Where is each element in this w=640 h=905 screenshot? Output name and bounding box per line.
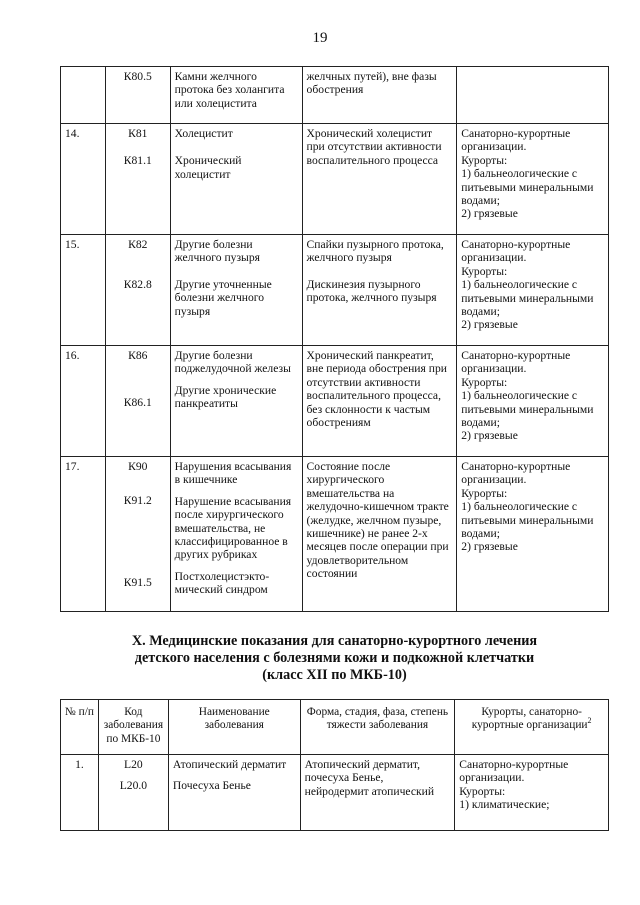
icd-code: К86 (128, 349, 148, 362)
table-row (61, 457, 609, 612)
disease-name-cell (170, 457, 302, 612)
disease-name-cell (168, 755, 300, 831)
disease-form-cell (302, 67, 457, 124)
disease-name: Камни желчного протока без холангита или холецистита (174, 70, 285, 110)
icd-code: L20 (124, 758, 143, 771)
disease-name: Другие болезни желчного пузыря (174, 238, 260, 265)
resort-line: 1) бальнеологические с питьевыми минеральными водами; (461, 278, 594, 319)
section-title (60, 633, 609, 684)
icd-code: К82.8 (123, 278, 152, 292)
disease-name: Атопический дерматит (172, 758, 287, 771)
disease-name-cell (170, 67, 302, 124)
disease-name-cell (170, 346, 302, 457)
header-name: Наименование заболевания (168, 700, 300, 755)
resort-line: Санаторно-курортные организации. (461, 460, 571, 487)
icd-code-cell (105, 67, 170, 124)
section-title-line: детского населения с болезнями кожи и подкожной клетчатки (134, 650, 535, 666)
resort-line: Курорты: (461, 375, 508, 389)
icd-code: К82 (128, 238, 148, 251)
resort-line: 2) грязевые (461, 318, 518, 332)
resort-line: Санаторно-курортные организации. (459, 758, 569, 785)
resort-line: 2) грязевые (461, 429, 518, 443)
header-resort (455, 700, 609, 755)
page-number: 19 (312, 30, 328, 46)
disease-form-cell (300, 755, 455, 831)
header-num: № п/п (61, 700, 99, 755)
header-resort-text: Курорты, санаторно-курортные организации (471, 706, 588, 732)
disease-form: Состояние после хирургического вмешательства на желудочно-кишечном тракте (желудке, желчном пузыре, кишечнике) не ранее 2-х месяцев после операции при удовлетворительном состоянии (306, 460, 449, 581)
disease-form: Дискинезия пузырного протока, желчного пузыря (306, 277, 437, 305)
icd-code: L20.0 (119, 779, 148, 793)
resort-line: Курорты: (461, 153, 508, 167)
resort-line: Курорты: (459, 784, 506, 798)
row-number: 1. (61, 755, 99, 831)
skin-diseases-table (60, 699, 609, 831)
disease-name: Нарушения всасывания в кишечнике (174, 460, 292, 487)
row-number: 17. (61, 457, 106, 612)
section-title-line: (класс XII по МКБ-10) (262, 667, 407, 683)
disease-name: Другие уточненные болезни желчного пузыря (174, 277, 272, 318)
disease-form: Атопический дерматит, почесуха Бенье, нейродермит атопический (304, 758, 435, 798)
icd-code: К91.2 (123, 494, 152, 508)
row-number (61, 67, 106, 124)
row-number: 14. (61, 124, 106, 235)
resort-line: 1) бальнеологические с питьевыми минеральными водами; (461, 500, 594, 541)
table-row (61, 755, 609, 831)
resort-line: 1) климатические; (459, 798, 550, 812)
icd-code: К91.5 (123, 575, 152, 589)
resorts-cell (457, 235, 609, 346)
icd-code-cell (105, 124, 170, 235)
disease-name: Другие болезни поджелудочной железы (174, 349, 291, 376)
disease-form-cell (302, 235, 457, 346)
row-number: 15. (61, 235, 106, 346)
indications-table-continued (60, 66, 609, 612)
disease-form: Хронический холецистит при отсутствии активности воспалительного процесса (306, 127, 442, 167)
icd-code: К80.5 (123, 70, 152, 83)
disease-name: Холецистит (174, 127, 233, 140)
resort-line: Курорты: (461, 486, 508, 500)
resort-line: Санаторно-курортные организации. (461, 127, 571, 154)
icd-code: К81 (128, 127, 148, 140)
resort-line: 2) грязевые (461, 540, 518, 554)
table-header-row (61, 700, 609, 755)
icd-code: К90 (128, 460, 148, 473)
disease-name-cell (170, 235, 302, 346)
resort-line: 1) бальнеологические с питьевыми минеральными водами; (461, 389, 594, 430)
resort-line: Санаторно-курортные организации. (461, 349, 571, 376)
disease-form-cell (302, 457, 457, 612)
resort-line: 2) грязевые (461, 207, 518, 221)
resorts-cell (457, 457, 609, 612)
section-title-line: X. Медицинские показания для санаторно-курортного лечения (131, 633, 538, 649)
header-code: Код заболевания по МКБ-10 (98, 700, 168, 755)
disease-name: Другие хронические панкреатиты (174, 383, 277, 411)
disease-name-cell (170, 124, 302, 235)
table-row (61, 67, 609, 124)
disease-name: Нарушение всасывания после хирургического вмешательства, не классифицированное в других рубриках (174, 494, 292, 562)
header-form: Форма, стадия, фаза, степень тяжести заболевания (300, 700, 455, 755)
icd-code-cell (105, 457, 170, 612)
resorts-cell (455, 755, 609, 831)
icd-code: К81.1 (123, 154, 152, 168)
icd-code-cell (105, 346, 170, 457)
disease-name: Хронический холецистит (174, 154, 242, 181)
resorts-cell (457, 67, 609, 124)
footnote-marker: 2 (587, 716, 592, 726)
disease-form: желчных путей), вне фазы обострения (306, 70, 437, 97)
table-row (61, 346, 609, 457)
table-row (61, 235, 609, 346)
icd-code: К86.1 (123, 396, 152, 410)
disease-form-cell (302, 124, 457, 235)
disease-name: Постхолецистэкто-мический синдром (174, 569, 270, 597)
resorts-cell (457, 346, 609, 457)
disease-form-cell (302, 346, 457, 457)
table-row (61, 124, 609, 235)
resorts-cell (457, 124, 609, 235)
disease-form: Хронический панкреатит, вне периода обострения при отсутствии активности воспалительного процесса, без склонности к частым обострениям (306, 349, 447, 430)
disease-form: Спайки пузырного протока, желчного пузыря (306, 238, 444, 265)
resort-line: Курорты: (461, 264, 508, 278)
disease-name: Почесуха Бенье (172, 779, 251, 793)
icd-code-cell (98, 755, 168, 831)
resort-line: 1) бальнеологические с питьевыми минеральными водами; (461, 167, 594, 208)
resort-line: Санаторно-курортные организации. (461, 238, 571, 265)
row-number: 16. (61, 346, 106, 457)
icd-code-cell (105, 235, 170, 346)
